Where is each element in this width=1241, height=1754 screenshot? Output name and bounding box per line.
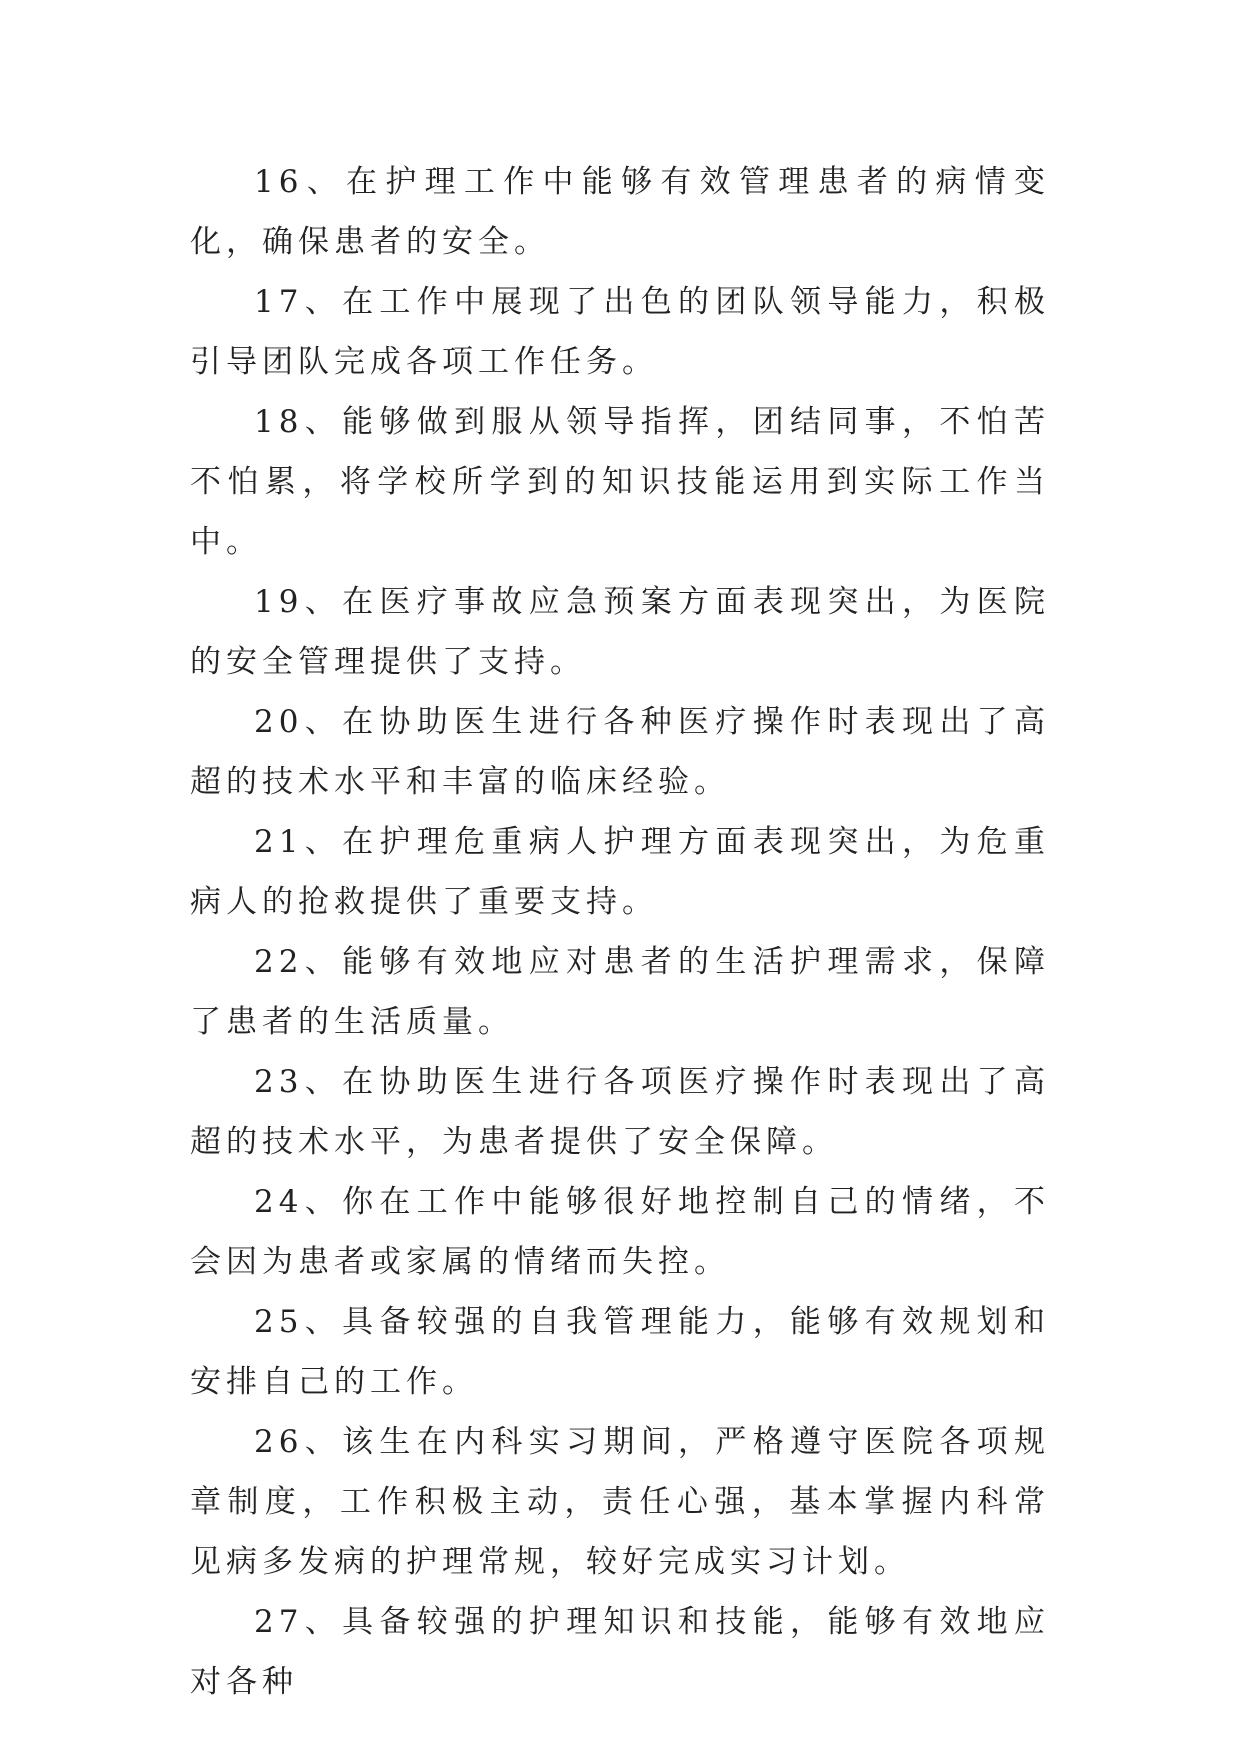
paragraph-20: 20、在协助医生进行各种医疗操作时表现出了高超的技术水平和丰富的临床经验。 (190, 704, 1050, 800)
document-body (190, 152, 1050, 1712)
paragraph-19: 19、在医疗事故应急预案方面表现突出，为医院的安全管理提供了支持。 (190, 584, 1050, 680)
paragraph-26: 26、该生在内科实习期间，严格遵守医院各项规章制度，工作积极主动，责任心强，基本掌握内科常见病多发病的护理常规，较好完成实习计划。 (190, 1424, 1050, 1580)
paragraph-21: 21、在护理危重病人护理方面表现突出，为危重病人的抢救提供了重要支持。 (190, 824, 1050, 920)
paragraph-22: 22、能够有效地应对患者的生活护理需求，保障了患者的生活质量。 (190, 944, 1050, 1040)
paragraph-18: 18、能够做到服从领导指挥，团结同事，不怕苦不怕累，将学校所学到的知识技能运用到实际工作当中。 (190, 404, 1050, 560)
paragraph-23: 23、在协助医生进行各项医疗操作时表现出了高超的技术水平，为患者提供了安全保障。 (190, 1064, 1050, 1160)
paragraph-24: 24、你在工作中能够很好地控制自己的情绪，不会因为患者或家属的情绪而失控。 (190, 1184, 1050, 1280)
paragraph-17: 17、在工作中展现了出色的团队领导能力，积极引导团队完成各项工作任务。 (190, 284, 1050, 380)
paragraph-16: 16、在护理工作中能够有效管理患者的病情变化，确保患者的安全。 (190, 164, 1050, 260)
paragraph-25: 25、具备较强的自我管理能力，能够有效规划和安排自己的工作。 (190, 1304, 1050, 1400)
paragraph-27: 27、具备较强的护理知识和技能，能够有效地应对各种 (190, 1604, 1050, 1700)
